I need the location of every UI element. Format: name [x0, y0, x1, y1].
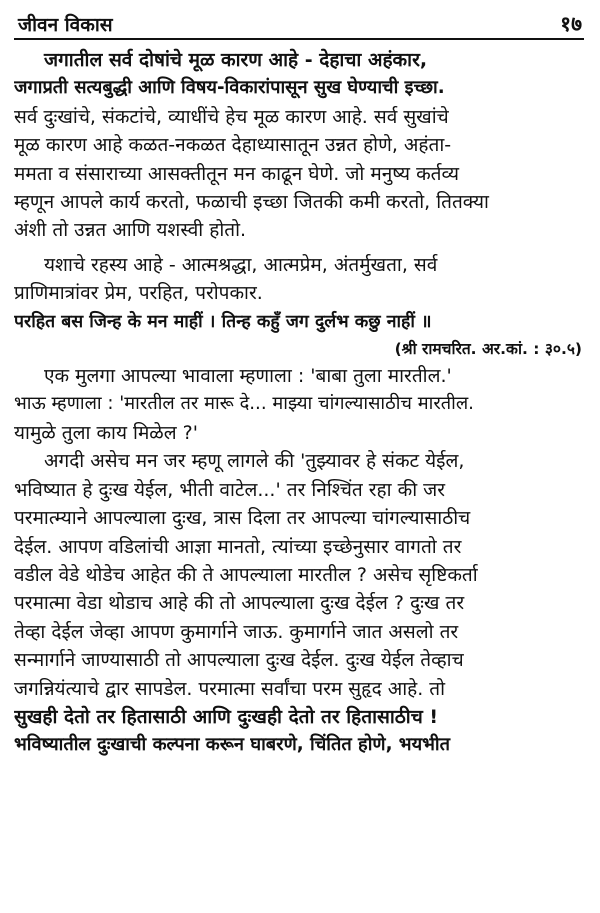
paragraph-line: भविष्यात हे दुःख येईल, भीती वाटेल...' तर निश्चिंत रहा की जर — [14, 478, 446, 501]
paragraph-line: यशाचे रहस्य आहे - आत्मश्रद्धा, आत्मप्रेम, अंतर्मुखता, सर्व — [44, 253, 438, 276]
paragraph-line: अंशी तो उन्नत आणि यशस्वी होतो. — [14, 219, 247, 242]
paragraph-line: ममता व संसाराच्या आसक्तीतून मन काढून घेणे. जो मनुष्य कर्तव्य — [14, 162, 460, 185]
paragraph-line: सर्व दुःखांचे, संकटांचे, व्याधींचे हेच मूळ कारण आहे. सर्व सुखांचे — [14, 105, 449, 128]
paragraph-line: म्हणून आपले कार्य करतो, फळाची इच्छा जितकी कमी करतो, तितक्या — [14, 191, 489, 214]
paragraph-line: परमात्म्याने आपल्याला दुःख, त्रास दिला तर आपल्या चांगल्यासाठीच — [14, 507, 471, 530]
paragraph-line: जगन्नियंत्याचे द्वार सापडेल. परमात्मा सर्वांचा परम सुहृद आहे. तो — [14, 677, 446, 700]
paragraph-line: एक मुलगा आपल्या भावाला म्हणाला : 'बाबा तुला मारतील.' — [44, 365, 452, 388]
running-title: जीवन विकास — [18, 14, 113, 36]
paragraph-line: भाऊ म्हणाला : 'मारतील तर मारू दे... माझ्या चांगल्यासाठीच मारतील. — [14, 393, 474, 415]
page-body — [14, 46, 584, 760]
paragraph-line: सन्मार्गाने जाण्यासाठी तो आपल्याला दुःख देईल. दुःख येईल तेव्हाच — [14, 649, 464, 672]
paragraph-line: सुखही देतो तर हितासाठी आणि दुःखही देतो तर हितासाठीच ! — [14, 705, 439, 728]
paragraph-line: परमात्मा वेडा थोडाच आहे की तो आपल्याला दुःख देईल ? दुःख तर — [14, 592, 465, 615]
paragraph-line: देईल. आपण वडिलांची आज्ञा मानतो, त्यांच्या इच्छेनुसार वागतो तर — [14, 535, 462, 558]
paragraph-line: जगाप्रती सत्यबुद्धी आणि विषय-विकारांपासून सुख घेण्याची इच्छा. — [14, 77, 445, 99]
paragraph-line: प्राणिमात्रांवर प्रेम, परहित, परोपकार. — [14, 282, 263, 305]
paragraph-line: अगदी असेच मन जर म्हणू लागले की 'तुझ्यावर हे संकट येईल, — [44, 450, 465, 473]
page-number: १७ — [560, 12, 582, 36]
paragraph-line: वडील वेडे थोडेच आहेत की ते आपल्याला मारतील ? असेच सृष्टिकर्ता — [14, 563, 478, 586]
paragraph-line: यामुळे तुला काय मिळेल ?' — [14, 421, 198, 444]
paragraph-line: जगातील सर्व दोषांचे मूळ कारण आहे - देहाचा अहंकार, — [44, 49, 428, 71]
page-header — [14, 0, 584, 40]
paragraph-line: तेव्हा देईल जेव्हा आपण कुमार्गाने जाऊ. कुमार्गाने जात असलो तर — [14, 620, 459, 643]
verse-reference: (श्री रामचरित. अर.कां. : ३०.५) — [394, 340, 582, 359]
paragraph-line: मूळ कारण आहे कळत-नकळत देहाध्यासातून उन्नत होणे, अहंता- — [14, 134, 452, 157]
verse-line: परहित बस जिन्ह के मन माहीं । तिन्ह कहुँ जग दुर्लभ कछु नाहीं ॥ — [14, 311, 432, 332]
paragraph-line: भविष्यातील दुःखाची कल्पना करून घाबरणे, चिंतित होणे, भयभीत — [14, 734, 451, 756]
